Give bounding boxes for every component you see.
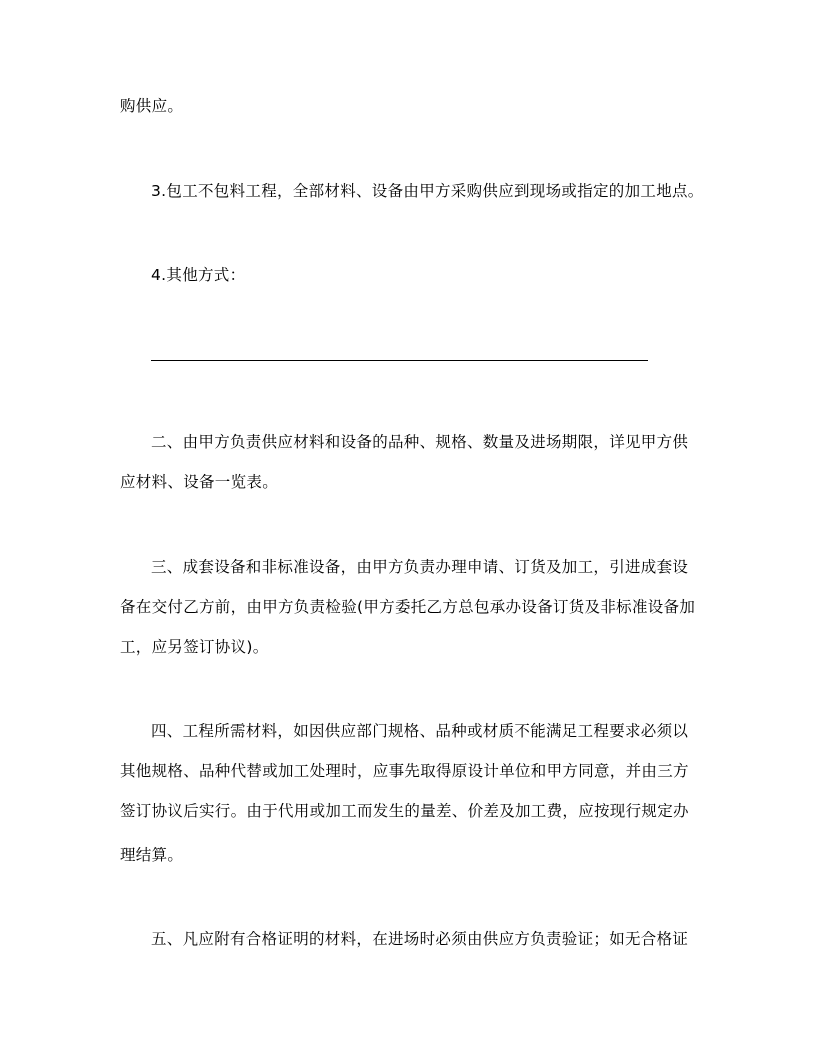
text-line-11: 签订协议后实行。由于代用或加工而发生的量差、价差及加工费，应按现行规定办 — [120, 802, 689, 820]
text-line-4: 二、由甲方负责供应材料和设备的品种、规格、数量及进场期限，详见甲方供 — [151, 433, 689, 451]
text-line-6: 三、成套设备和非标准设备，由甲方负责办理申请、订货及加工，引进成套设 — [151, 558, 689, 576]
text-line-3: 4.其他方式： — [151, 266, 246, 284]
text-line-10: 其他规格、品种代替或加工处理时，应事先取得原设计单位和甲方同意，并由三方 — [120, 762, 689, 780]
text-line-1: 购供应。 — [120, 97, 184, 115]
text-line-8: 工，应另签订协议)。 — [120, 638, 269, 656]
text-line-9: 四、工程所需材料，如因供应部门规格、品种或材质不能满足工程要求必须以 — [151, 722, 689, 740]
text-line-12: 理结算。 — [120, 846, 184, 864]
text-line-5: 应材料、设备一览表。 — [120, 473, 279, 491]
text-line-2: 3.包工不包料工程，全部材料、设备由甲方采购供应到现场或指定的加工地点。 — [151, 182, 704, 200]
text-line-13: 五、凡应附有合格证明的材料，在进场时必须由供应方负责验证；如无合格证 — [151, 930, 689, 948]
text-line-7: 备在交付乙方前，由甲方负责检验(甲方委托乙方总包承办设备订货及非标准设备加 — [120, 598, 696, 616]
blank-fill-line — [151, 360, 648, 361]
